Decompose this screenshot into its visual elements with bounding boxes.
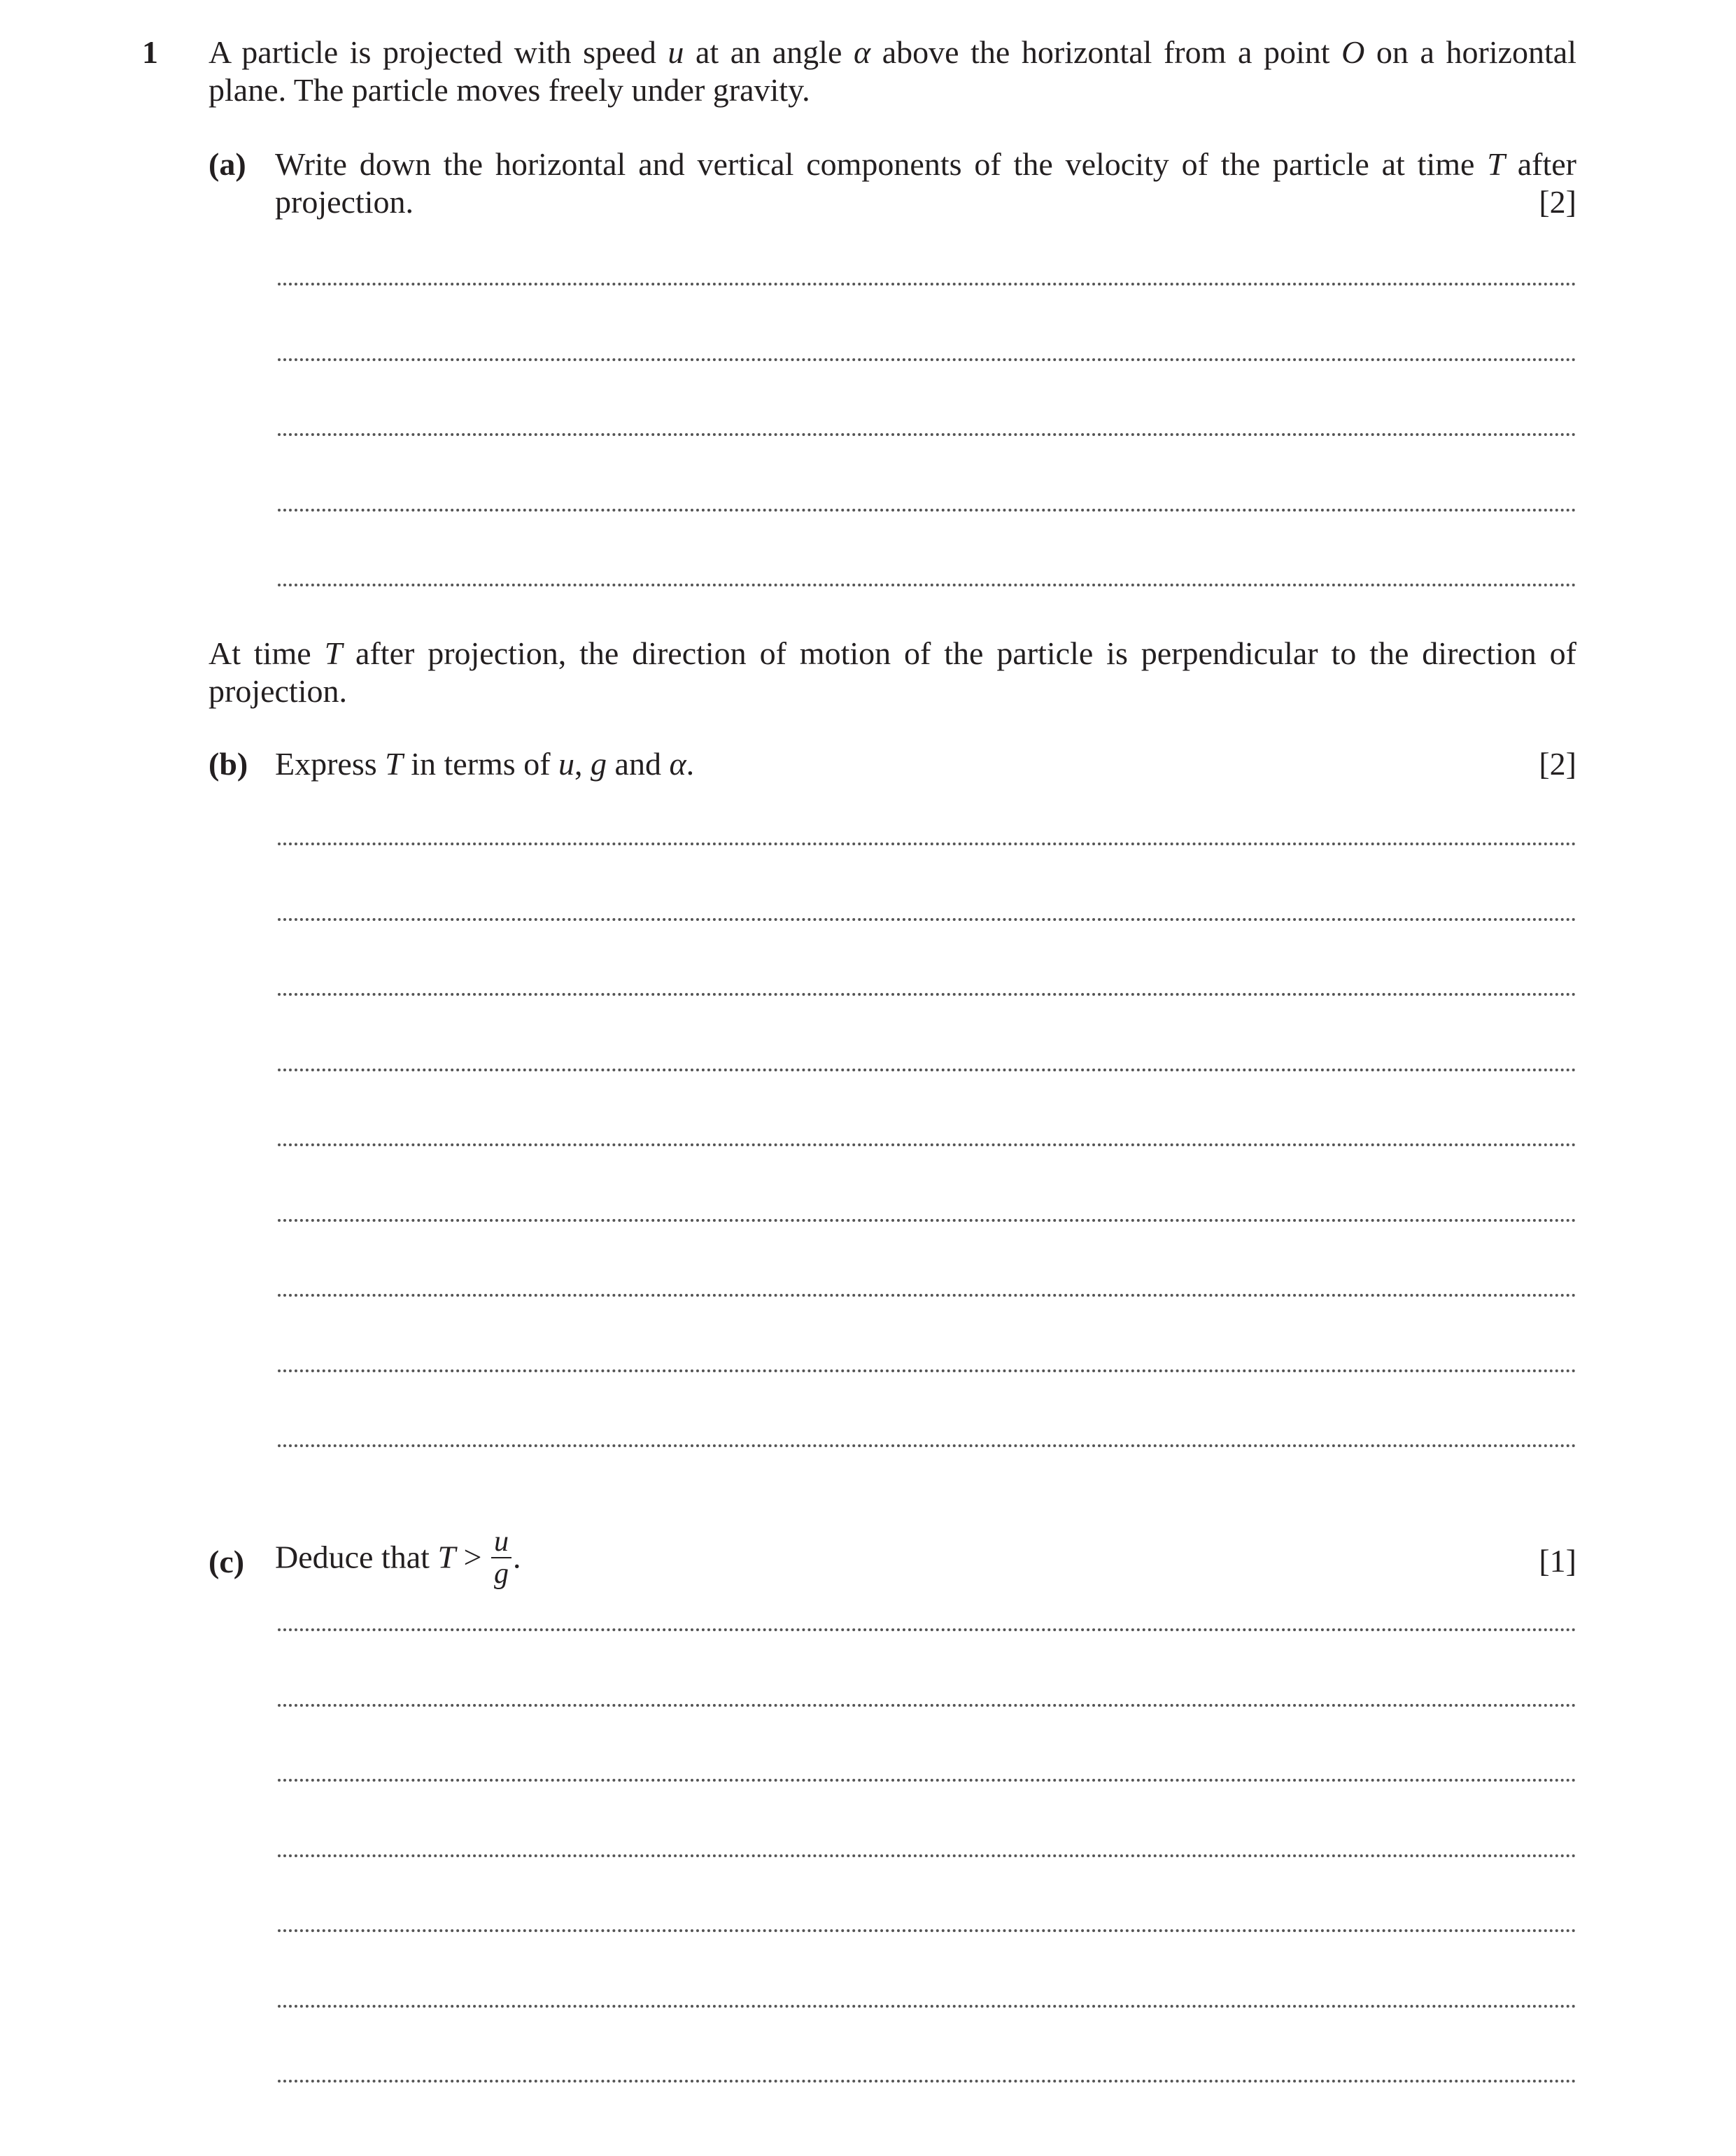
- answer-line[interactable]: [278, 1069, 1576, 1071]
- answer-line[interactable]: [278, 1779, 1576, 1782]
- question-stem-2: At time T after projection, the direction of motion of the particle is perpendicular to the direction of projection.: [209, 635, 1576, 709]
- question-number: 1: [142, 34, 158, 70]
- part-b-label: (b): [209, 746, 248, 782]
- part-c: [0, 1526, 1736, 1593]
- question-stem: A particle is projected with speed u at an angle α above the horizontal from a point O on a horizontal plane. The particle moves freely under gravity.: [209, 34, 1576, 108]
- answer-line[interactable]: [278, 1628, 1576, 1631]
- part-c-marks: [1]: [1539, 1543, 1576, 1579]
- part-b-marks: [2]: [1539, 746, 1576, 782]
- answer-line[interactable]: [278, 1929, 1576, 1932]
- part-b-text: Express T in terms of u, g and α.: [275, 746, 695, 782]
- answer-line[interactable]: [278, 843, 1576, 845]
- part-c-label: (c): [209, 1544, 245, 1579]
- answer-line[interactable]: [278, 2080, 1576, 2083]
- answer-line[interactable]: [278, 283, 1576, 286]
- answer-line[interactable]: [278, 1369, 1576, 1372]
- answer-line[interactable]: [278, 584, 1576, 586]
- part-a: [0, 146, 1736, 223]
- part-b: [0, 745, 1736, 787]
- answer-line[interactable]: [278, 918, 1576, 921]
- part-a-marks: [2]: [1539, 184, 1576, 220]
- fraction-u-over-g: $\frac{u}{g}$: [491, 1528, 511, 1588]
- answer-line[interactable]: [278, 1854, 1576, 1857]
- part-a-label: (a): [209, 146, 246, 182]
- answer-line[interactable]: [278, 1143, 1576, 1146]
- answer-line[interactable]: [278, 509, 1576, 512]
- answer-line[interactable]: [278, 358, 1576, 361]
- answer-line[interactable]: [278, 433, 1576, 436]
- answer-line[interactable]: [278, 1444, 1576, 1447]
- part-a-text: Write down the horizontal and vertical components of the velocity of the particle at time T after projection.: [275, 146, 1576, 220]
- answer-line[interactable]: [278, 1219, 1576, 1222]
- answer-line[interactable]: [278, 1704, 1576, 1707]
- answer-line[interactable]: [278, 1294, 1576, 1297]
- answer-line[interactable]: [278, 2005, 1576, 2008]
- part-c-text: Deduce that T > $\frac{u}{g}$ .: [275, 1526, 521, 1590]
- answer-line[interactable]: [278, 993, 1576, 996]
